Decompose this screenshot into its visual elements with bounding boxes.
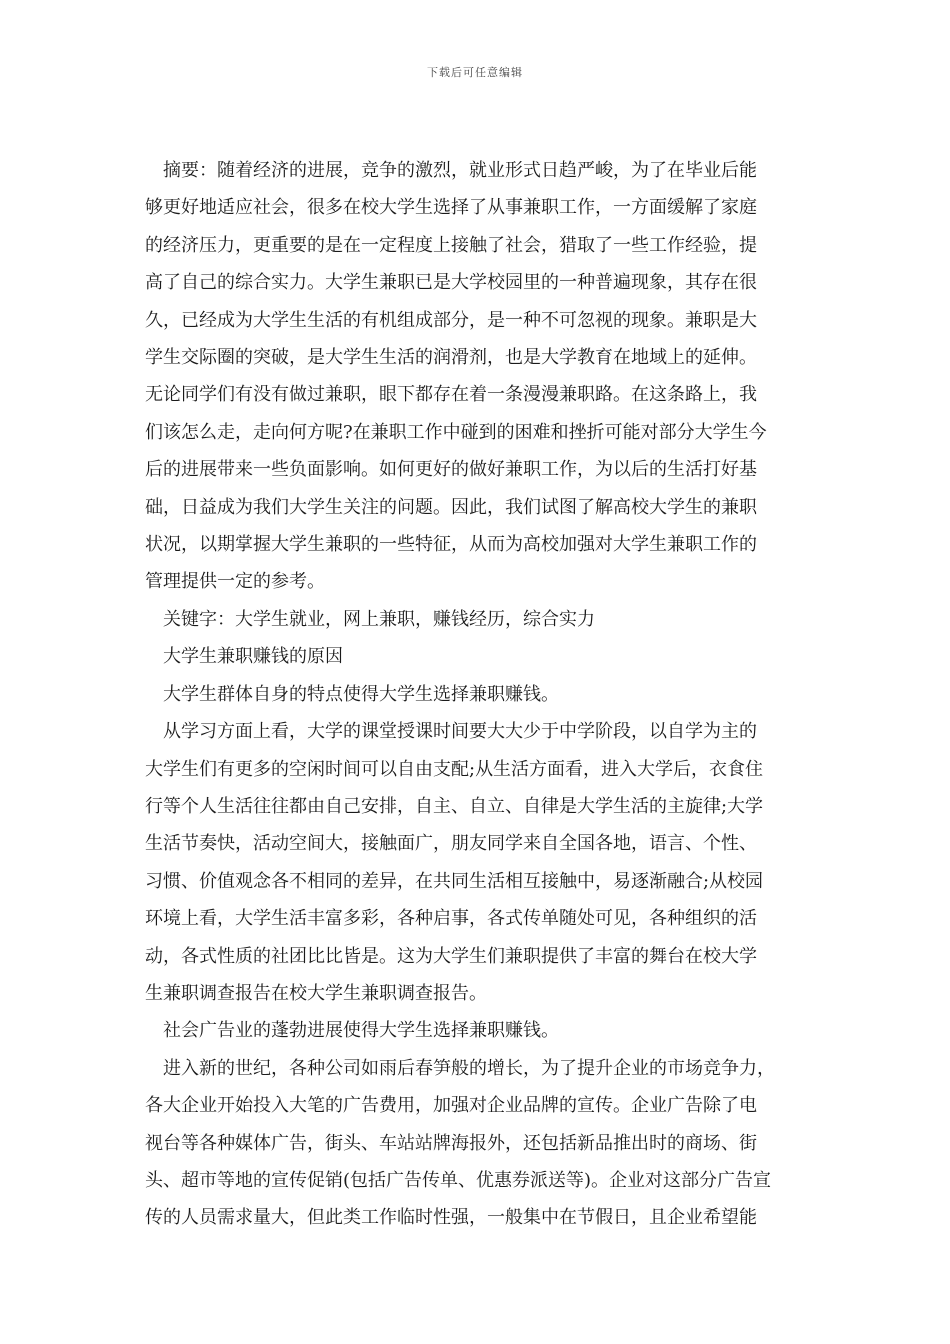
text-line: 视台等各种媒体广告，街头、车站站牌海报外，还包括新品推出时的商场、街: [145, 1132, 757, 1154]
text-line: 久，已经成为大学生生活的有机组成部分，是一种不可忽视的现象。兼职是大: [145, 309, 757, 331]
text-line: 够更好地适应社会，很多在校大学生选择了从事兼职工作，一方面缓解了家庭: [145, 197, 757, 219]
text-line: 础，日益成为我们大学生关注的问题。因此，我们试图了解高校大学生的兼职: [145, 496, 757, 518]
text-line: 大学生们有更多的空闲时间可以自由支配;从生活方面看，进入大学后，衣食住: [145, 758, 764, 780]
text-line: 后的进展带来一些负面影响。如何更好的做好兼职工作，为以后的生活打好基: [145, 459, 757, 481]
body-paragraph: [145, 1050, 811, 1237]
text-line: 的经济压力，更重要的是在一定程度上接触了社会，猎取了一些工作经验，提: [145, 234, 757, 256]
text-line: 学生交际圈的突破，是大学生生活的润滑剂，也是大学教育在地域上的延伸。: [145, 347, 757, 369]
text-line: 环境上看，大学生活丰富多彩，各种启事，各式传单随处可见，各种组织的活: [145, 908, 757, 930]
text-line: 们该怎么走，走向何方呢?在兼职工作中碰到的困难和挫折可能对部分大学生今: [145, 421, 767, 443]
text-line: 管理提供一定的参考。: [145, 571, 325, 593]
subheading-paragraph: [145, 1012, 811, 1049]
page-header: 下载后可任意编辑: [427, 66, 523, 79]
text-line: 行等个人生活往往都由自己安排，自主、自立、自律是大学生活的主旋律;大学: [145, 795, 764, 817]
abstract-paragraph: [145, 152, 811, 601]
text-line: 进入新的世纪，各种公司如雨后春笋般的增长，为了提升企业的市场竞争力，: [163, 1057, 775, 1079]
keywords-paragraph: [145, 601, 811, 638]
text-line: 习惯、价值观念各不相同的差异，在共同生活相互接触中，易逐渐融合;从校园: [145, 870, 764, 892]
text-line: 大学生兼职赚钱的原因: [163, 646, 343, 668]
text-line: 头、超市等地的宣传促销(包括广告传单、优惠券派送等)。企业对这部分广告宣: [145, 1169, 772, 1191]
body-paragraph: [145, 713, 811, 1012]
subheading-paragraph: [145, 676, 811, 713]
section-heading: [145, 638, 811, 675]
text-line: 大学生群体自身的特点使得大学生选择兼职赚钱。: [163, 683, 559, 705]
text-line: 无论同学们有没有做过兼职，眼下都存在着一条漫漫兼职路。在这条路上，我: [145, 384, 757, 406]
text-line: 高了自己的综合实力。大学生兼职已是大学校园里的一种普遍现象，其存在很: [145, 272, 757, 294]
text-line: 状况，以期掌握大学生兼职的一些特征，从而为高校加强对大学生兼职工作的: [145, 534, 757, 556]
text-line: 生活节奏快，活动空间大，接触面广，朋友同学来自全国各地，语言、个性、: [145, 833, 757, 855]
text-line: 关键字：大学生就业，网上兼职，赚钱经历，综合实力: [163, 608, 595, 630]
document-body: [145, 152, 811, 1237]
text-line: 动，各式性质的社团比比皆是。这为大学生们兼职提供了丰富的舞台在校大学: [145, 945, 757, 967]
text-line: 摘要：随着经济的进展，竞争的激烈，就业形式日趋严峻，为了在毕业后能: [163, 160, 757, 181]
text-line: 各大企业开始投入大笔的广告费用，加强对企业品牌的宣传。企业广告除了电: [145, 1095, 757, 1117]
text-line: 从学习方面上看，大学的课堂授课时间要大大少于中学阶段，以自学为主的: [163, 721, 757, 743]
text-line: 生兼职调查报告在校大学生兼职调查报告。: [145, 982, 487, 1004]
text-line: 传的人员需求量大，但此类工作临时性强，一般集中在节假日，且企业希望能: [145, 1207, 757, 1229]
text-line: 社会广告业的蓬勃进展使得大学生选择兼职赚钱。: [163, 1020, 559, 1042]
